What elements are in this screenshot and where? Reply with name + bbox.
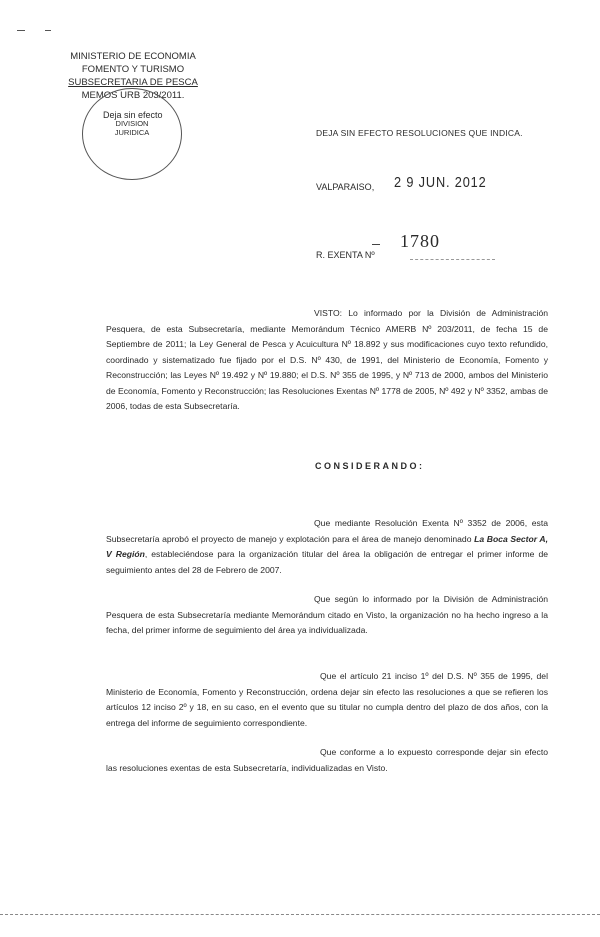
memo-reference: MEMOS URB 203/2011. [81,90,185,101]
visto-lead: VISTO: Lo informado por la División de [314,308,486,318]
dash-mark [372,244,380,245]
c3-lead: Que el artículo 21 inciso 1º del D.S. Nº 355 de 1995, [320,671,533,681]
resolution-number: 1780 [400,231,440,251]
visto-body: Administración Pesquera, de esta Subsecretaría, mediante Memorándum Técnico AMERB Nº 203/2011, de fecha 15 de Septiembre de 2011; la Ley General de Pesca y Acuicultura Nº 18.892 y sus modificaciones cuyo texto refundido, coordinado y sistematizado fue fijado por el D.S. Nº 430, de 1991, del Ministerio de Economía, Fomento y Reconstrucción; las Leyes Nº 19.492 y Nº 19.880; el D.S. Nº 355 de 1995, y Nº 713 de 2000, ambos del Ministerio de Economía, Fomento y Reconstrucción; las Resoluciones Exentas Nº 1778 de 2005, Nº 492 y Nº 3352, ambas de 2006, todas de esta Subsecretaría. [106,308,548,411]
stamp-line1: DIVISION [115,119,149,128]
c1-pre: esta Subsecretaría aprobó el proyecto de manejo y explotación para el área de manejo denominado [106,518,548,544]
c3-body: del Ministerio de Economía, Fomento y Reconstrucción, ordena dejar sin efecto las resoluciones a que se refieren los artículos 12 inciso 2º y 18, en su caso, en el evento que su titular no cumpla dentro del plazo de dos años, con la entrega del informe de seguimiento correspondiente. [106,671,548,728]
ministry-subtitle: FOMENTO Y TURISMO [81,64,185,75]
division-juridica-stamp [82,88,182,180]
area-name: La Boca Sector A, V Región [106,533,548,559]
considerando-2 [106,592,548,639]
considerando-4 [106,745,548,776]
c4-body: efecto las resoluciones exentas de esta Subsecretaría, individualizadas en Visto. [106,747,549,773]
page-bottom-rule [0,914,600,915]
subject-line: DEJA SIN EFECTO RESOLUCIONES QUE INDICA. [316,128,523,138]
date-stamp: 2 9 JUN. 2012 [394,174,487,191]
c1-lead: Que mediante Resolución Exenta Nº 3352 de 2006, [314,518,528,528]
stamp-line2: JURIDICA [114,128,150,137]
c4-lead: Que conforme a lo expuesto corresponde dejar sin [320,747,522,757]
c2-lead: Que según lo informado por la División de [314,594,488,604]
scan-mark [17,30,25,31]
considerando-1 [106,516,548,578]
considerando-3 [106,669,548,731]
ministry-name: MINISTERIO DE ECONOMIA [70,51,196,62]
c2-body: Administración Pesquera de esta Subsecretaría mediante Memorándum citado en Visto, la organización no ha hecho ingreso a la fecha, del primer informe de seguimiento del área ya individualizada. [106,594,548,635]
c1-post: , estableciéndose para la organización titular del área la obligación de entregar el primer informe de seguimiento antes del 28 de Febrero de 2007. [106,549,549,575]
resolution-underline [410,259,495,261]
handwritten-note: Deja sin efecto [103,110,163,120]
visto-paragraph [106,306,548,415]
subsecretaria-name: SUBSECRETARIA DE PESCA [68,77,198,88]
place-label: VALPARAISO, [316,182,375,192]
considerando-heading: CONSIDERANDO: [315,461,425,471]
scan-mark [45,30,51,31]
resolution-label: R. EXENTA Nº [316,250,375,260]
